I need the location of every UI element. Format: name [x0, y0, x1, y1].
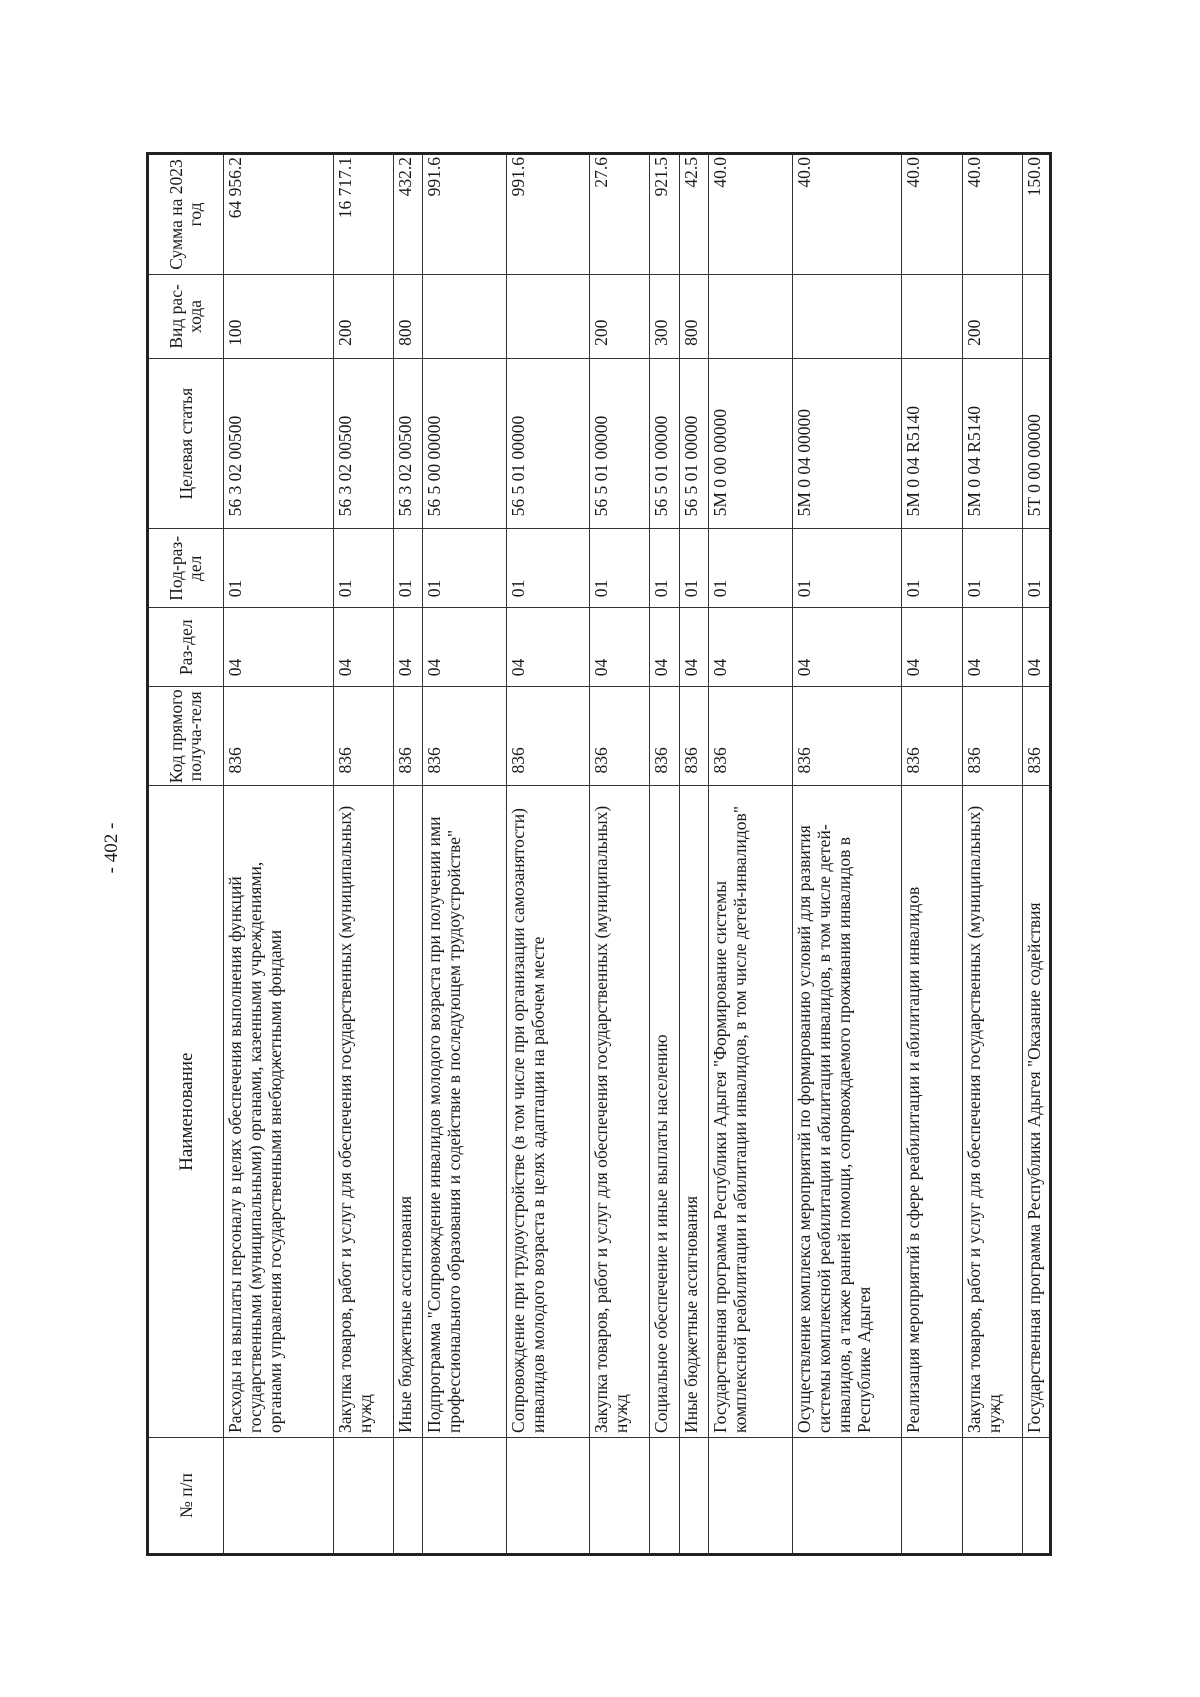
cell-num: [590, 1437, 650, 1554]
table-row: [679, 154, 708, 1555]
cell-target: 56 5 01 00000: [679, 358, 708, 529]
table-row: [423, 154, 507, 1555]
cell-amount: 16 717.1: [333, 154, 393, 275]
cell-section: 04: [902, 608, 962, 687]
header-num: № п/п: [148, 1437, 224, 1554]
table-row: [224, 154, 334, 1555]
cell-num: [962, 1437, 1022, 1554]
cell-section: 04: [1022, 608, 1050, 687]
header-recipient: Код прямого получа-теля: [148, 687, 224, 786]
cell-name: Сопровождение при трудоустройстве (в том числе при организации самозанятости) инвалидов молодого возраста в целях адаптации на рабочем месте: [506, 786, 590, 1438]
cell-expense-type: [423, 274, 507, 358]
cell-target: 56 5 01 00000: [650, 358, 679, 529]
cell-expense-type: 200: [962, 274, 1022, 358]
cell-expense-type: [792, 274, 902, 358]
cell-subsection: 01: [962, 529, 1022, 608]
cell-name: Осуществление комплекса мероприятий по формированию условий для развития системы комплексной реабилитации и абилитации инвалидов, в том числе детей-инвалидов, а также ранней помощи, сопровождаемого проживания инвалидов в Республике Адыгея: [792, 786, 902, 1438]
table-row: [962, 154, 1022, 1555]
cell-subsection: 01: [423, 529, 507, 608]
cell-amount: 150.0: [1022, 154, 1050, 275]
cell-section: 04: [224, 608, 334, 687]
header-expense-type: Вид рас-хода: [148, 274, 224, 358]
budget-table: [146, 152, 1052, 1556]
cell-subsection: 01: [506, 529, 590, 608]
cell-section: 04: [423, 608, 507, 687]
cell-amount: 64 956.2: [224, 154, 334, 275]
cell-recipient: 836: [506, 687, 590, 786]
cell-expense-type: 300: [650, 274, 679, 358]
cell-target: 56 5 00 00000: [423, 358, 507, 529]
cell-name: Расходы на выплаты персоналу в целях обеспечения выполнения функций государственными (муниципальными) органами, казенными учреждениями, органами управления государственными внебюджетными фондами: [224, 786, 334, 1438]
cell-expense-type: [902, 274, 962, 358]
table-row: [393, 154, 422, 1555]
cell-target: 5M 0 04 R5140: [902, 358, 962, 529]
table-row: [709, 154, 793, 1555]
cell-num: [506, 1437, 590, 1554]
cell-num: [709, 1437, 793, 1554]
cell-num: [792, 1437, 902, 1554]
cell-expense-type: [1022, 274, 1050, 358]
cell-recipient: 836: [333, 687, 393, 786]
cell-num: [1022, 1437, 1050, 1554]
cell-name: Социальное обеспечение и иные выплаты населению: [650, 786, 679, 1438]
cell-name: Закупка товаров, работ и услуг для обеспечения государственных (муниципальных) нужд: [333, 786, 393, 1438]
table-body: [224, 154, 1051, 1555]
header-target: Целевая статья: [148, 358, 224, 529]
cell-name: Иные бюджетные ассигнования: [393, 786, 422, 1438]
table-row: [506, 154, 590, 1555]
header-amount: Сумма на 2023 год: [148, 154, 224, 275]
cell-name: Государственная программа Республики Адыгея "Формирование системы комплексной реабилитации и абилитации инвалидов, в том числе детей-инвалидов": [709, 786, 793, 1438]
cell-recipient: 836: [679, 687, 708, 786]
cell-name: Закупка товаров, работ и услуг для обеспечения государственных (муниципальных) нужд: [590, 786, 650, 1438]
cell-amount: 40.0: [792, 154, 902, 275]
table-row: [902, 154, 962, 1555]
page-number: - 402 -: [101, 822, 122, 874]
cell-target: 5M 0 00 00000: [709, 358, 793, 529]
table-row: [333, 154, 393, 1555]
cell-section: 04: [650, 608, 679, 687]
cell-amount: 40.0: [902, 154, 962, 275]
cell-amount: 40.0: [962, 154, 1022, 275]
cell-recipient: 836: [792, 687, 902, 786]
cell-subsection: 01: [792, 529, 902, 608]
cell-subsection: 01: [902, 529, 962, 608]
cell-recipient: 836: [650, 687, 679, 786]
cell-name: Государственная программа Республики Адыгея "Оказание содействия: [1022, 786, 1050, 1438]
cell-name: Иные бюджетные ассигнования: [679, 786, 708, 1438]
cell-subsection: 01: [709, 529, 793, 608]
table-header: [148, 154, 224, 1555]
cell-target: 56 3 02 00500: [393, 358, 422, 529]
cell-amount: 27.6: [590, 154, 650, 275]
cell-expense-type: 800: [679, 274, 708, 358]
cell-section: 04: [709, 608, 793, 687]
cell-subsection: 01: [1022, 529, 1050, 608]
cell-recipient: 836: [1022, 687, 1050, 786]
cell-target: 56 5 01 00000: [590, 358, 650, 529]
table-row: [590, 154, 650, 1555]
cell-target: 5M 0 04 00000: [792, 358, 902, 529]
table-row: [792, 154, 902, 1555]
cell-target: 56 3 02 00500: [224, 358, 334, 529]
cell-subsection: 01: [650, 529, 679, 608]
cell-num: [224, 1437, 334, 1554]
header-section: Раз-дел: [148, 608, 224, 687]
cell-num: [902, 1437, 962, 1554]
cell-subsection: 01: [590, 529, 650, 608]
cell-num: [423, 1437, 507, 1554]
cell-recipient: 836: [590, 687, 650, 786]
cell-name: Закупка товаров, работ и услуг для обеспечения государственных (муниципальных) нужд: [962, 786, 1022, 1438]
cell-expense-type: 800: [393, 274, 422, 358]
cell-expense-type: 200: [333, 274, 393, 358]
header-name: Наименование: [148, 786, 224, 1438]
cell-target: 5M 0 04 R5140: [962, 358, 1022, 529]
cell-num: [650, 1437, 679, 1554]
cell-name: Реализация мероприятий в сфере реабилитации и абилитации инвалидов: [902, 786, 962, 1438]
cell-subsection: 01: [333, 529, 393, 608]
cell-expense-type: [709, 274, 793, 358]
cell-section: 04: [962, 608, 1022, 687]
cell-section: 04: [679, 608, 708, 687]
cell-target: 5T 0 00 00000: [1022, 358, 1050, 529]
cell-subsection: 01: [679, 529, 708, 608]
cell-num: [679, 1437, 708, 1554]
cell-section: 04: [393, 608, 422, 687]
cell-amount: 991.6: [506, 154, 590, 275]
cell-section: 04: [506, 608, 590, 687]
cell-expense-type: [506, 274, 590, 358]
cell-amount: 40.0: [709, 154, 793, 275]
cell-subsection: 01: [393, 529, 422, 608]
cell-section: 04: [333, 608, 393, 687]
cell-section: 04: [792, 608, 902, 687]
table-row: [650, 154, 679, 1555]
cell-name: Подпрограмма "Сопровождение инвалидов молодого возраста при получении ими профессионального образования и содействие в последующем трудоустройстве": [423, 786, 507, 1438]
cell-recipient: 836: [902, 687, 962, 786]
cell-num: [393, 1437, 422, 1554]
cell-amount: 921.5: [650, 154, 679, 275]
cell-expense-type: 100: [224, 274, 334, 358]
cell-section: 04: [590, 608, 650, 687]
cell-amount: 42.5: [679, 154, 708, 275]
cell-recipient: 836: [962, 687, 1022, 786]
table-row: [1022, 154, 1050, 1555]
cell-recipient: 836: [423, 687, 507, 786]
cell-recipient: 836: [393, 687, 422, 786]
header-subsection: Под-раз-дел: [148, 529, 224, 608]
cell-num: [333, 1437, 393, 1554]
cell-target: 56 5 01 00000: [506, 358, 590, 529]
cell-amount: 432.2: [393, 154, 422, 275]
cell-subsection: 01: [224, 529, 334, 608]
cell-recipient: 836: [709, 687, 793, 786]
cell-amount: 991.6: [423, 154, 507, 275]
cell-expense-type: 200: [590, 274, 650, 358]
cell-recipient: 836: [224, 687, 334, 786]
cell-target: 56 3 02 00500: [333, 358, 393, 529]
